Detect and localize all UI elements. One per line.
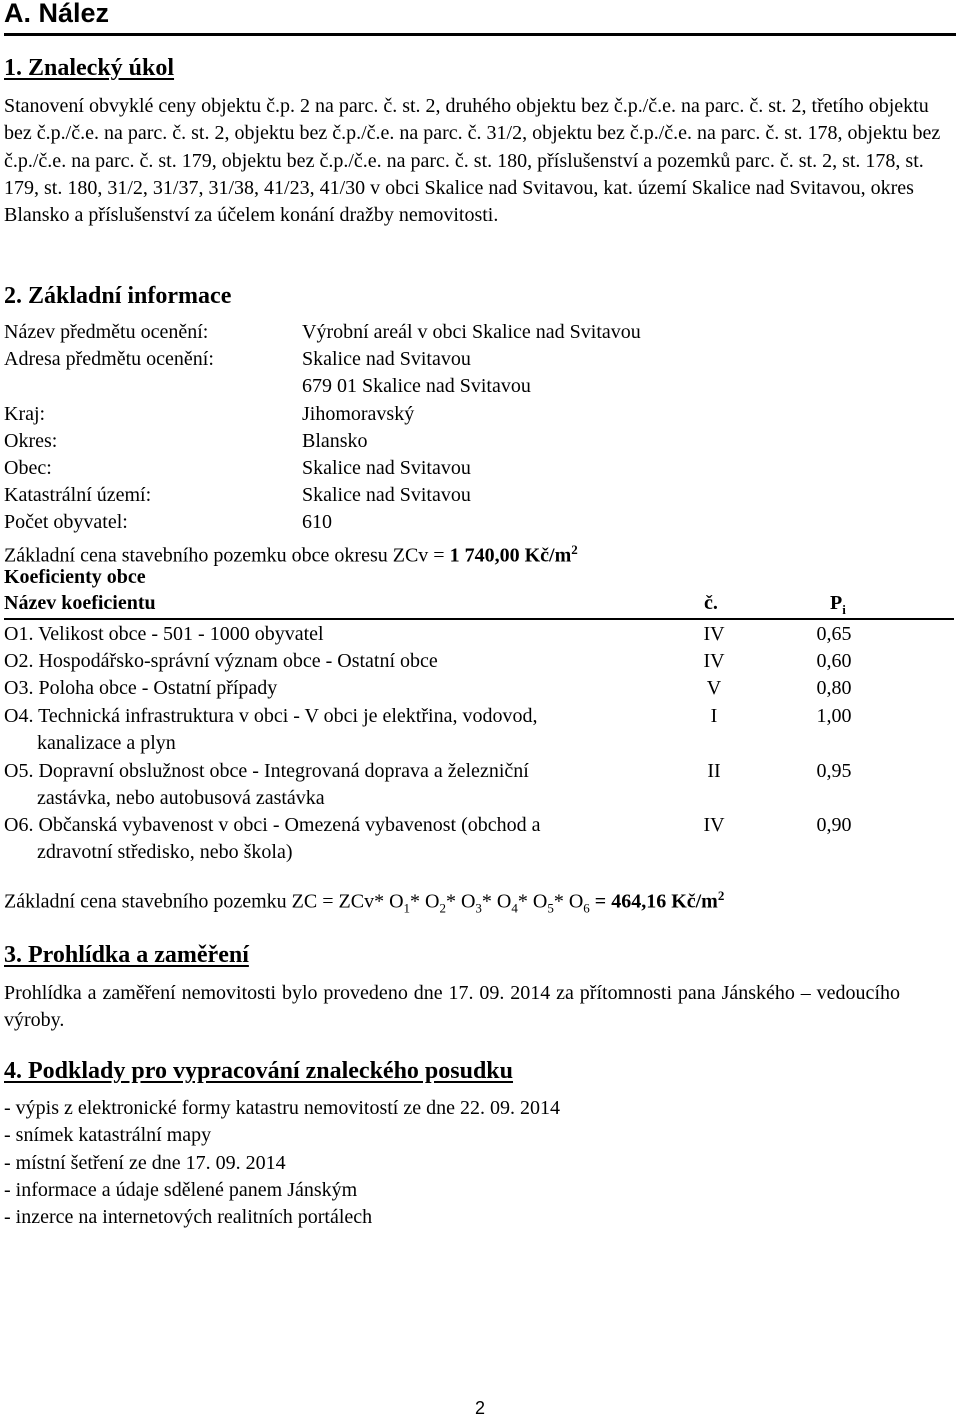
base-price-value: 1 740,00 Kč/m (449, 544, 572, 567)
coefficient-cat: IV (703, 650, 725, 672)
info-label: Obec: (4, 457, 52, 479)
base-price-label: Základní cena stavebního pozemku obce okresu ZCv = (4, 544, 450, 567)
section-2-heading: 2. Základní informace (4, 283, 232, 309)
header-pi-letter: P (830, 592, 843, 614)
info-label: Kraj: (4, 403, 46, 425)
coefficient-name-cont: zdravotní středisko, nebo škola) (37, 841, 293, 863)
info-label: Název předmětu ocenění: (4, 321, 209, 343)
document-title: A. Nález (4, 0, 956, 36)
coefficient-pi: 0,65 (816, 623, 852, 645)
formula-result: 464,16 Kč/m (611, 890, 718, 913)
section-3-text: Prohlídka a zaměření nemovitosti bylo provedeno dne 17. 09. 2014 za přítomnosti pana Jánského – vedoucího výroby. (4, 982, 900, 1032)
list-item: - místní šetření ze dne 17. 09. 2014 (4, 1151, 286, 1174)
coefficient-row (4, 648, 944, 675)
coefficient-cat: V (706, 677, 722, 699)
population-label: Počet obyvatel: (4, 511, 128, 533)
base-price-exponent: 2 (571, 542, 578, 557)
info-value: Skalice nad Svitavou (302, 348, 471, 370)
coefficient-pi: 0,90 (816, 814, 852, 836)
coefficient-row (4, 621, 944, 648)
coefficient-name: O2. Hospodářsko-správní význam obce - Ostatní obce (4, 650, 438, 672)
info-value: Skalice nad Svitavou (302, 484, 471, 506)
coefficient-name-cont: zastávka, nebo autobusová zastávka (37, 787, 325, 809)
section-1-text: Stanovení obvyklé ceny objektu č.p. 2 na parc. č. st. 2, druhého objektu bez č.p./č.e. na parc. č. st. 2, třetího objektu bez č.p./č.e. na parc. č. st. 2, objektu bez č.p./č.e. na parc. č. 31/2, objektu bez č.p./č.e. na parc. č. st. 178, objektu bez č.p./č.e. na parc. č. st. 179, objektu bez č.p./č.e. na parc. č. st. 180, příslušenství a pozemků parc. č. st. 2, st. 178, st. 179, st. 180, 31/2, 31/37, 31/38, 41/23, 41/30 v obci Skalice nad Svitavou, kat. území Skalice nad Svitavou, okres Blansko a příslušenství za účelem konání dražby nemovitosti. (4, 95, 941, 227)
sources-list (4, 1095, 560, 1231)
info-value: Blansko (302, 430, 368, 452)
section-1-heading: 1. Znalecký úkol (4, 55, 175, 81)
coefficient-name-cont: kanalizace a plyn (37, 732, 176, 754)
coefficient-pi: 0,60 (816, 650, 852, 672)
header-cat: č. (704, 592, 718, 614)
coefficient-table-header (4, 592, 954, 620)
info-value: Jihomoravský (302, 403, 415, 425)
coefficient-cat: II (707, 760, 721, 782)
page-number: 2 (474, 1398, 485, 1418)
coefficient-row (4, 812, 944, 867)
coefficient-name: O4. Technická infrastruktura v obci - V obci je elektřina, vodovod, (4, 705, 538, 727)
info-label: Adresa předmětu ocenění: (4, 348, 214, 370)
coefficient-name: O3. Poloha obce - Ostatní případy (4, 677, 278, 699)
info-value: Výrobní areál v obci Skalice nad Svitavou (302, 321, 641, 343)
coefficient-pi: 0,80 (816, 677, 852, 699)
coefficient-cat: I (710, 705, 718, 727)
list-item: - informace a údaje sdělené panem Jánským (4, 1178, 358, 1201)
info-value: Skalice nad Svitavou (302, 457, 471, 479)
coefficient-row (4, 758, 944, 813)
coefficient-name: O5. Dopravní obslužnost obce - Integrovaná doprava a železniční (4, 760, 529, 782)
section-3-heading: 3. Prohlídka a zaměření (4, 942, 249, 968)
coefficient-row (4, 675, 944, 702)
info-label: Okres: (4, 430, 58, 452)
list-item: - inzerce na internetových realitních portálech (4, 1206, 373, 1229)
header-pi (830, 592, 846, 618)
info-label: Katastrální území: (4, 484, 152, 506)
coefficient-name: O1. Velikost obce - 501 - 1000 obyvatel (4, 623, 324, 645)
population-value: 610 (302, 511, 332, 533)
header-name: Název koeficientu (4, 592, 156, 614)
list-item: - snímek katastrální mapy (4, 1124, 212, 1147)
info-value: 679 01 Skalice nad Svitavou (302, 375, 531, 397)
header-pi-sub: i (842, 602, 846, 617)
coefficient-name: O6. Občanská vybavenost v obci - Omezená vybavenost (obchod a (4, 814, 541, 836)
coefficient-cat: IV (703, 623, 725, 645)
coefficient-pi: 0,95 (816, 760, 852, 782)
coefficient-row (4, 703, 944, 758)
formula-exponent: 2 (717, 888, 725, 903)
coefficients-heading: Koeficienty obce (4, 566, 146, 588)
base-price-formula: Základní cena stavebního pozemku ZC = ZCv* $O_1*$ $O_2*$ $O_3*$ $O_4*$ $O_5*$ $O_6 = 464,16$ $Kč/m^2$ (4, 888, 725, 916)
section-4-heading: 4. Podklady pro vypracování znaleckého posudku (4, 1058, 514, 1084)
list-item: - výpis z elektronické formy katastru nemovitostí ze dne 22. 09. 2014 (4, 1097, 560, 1119)
coefficient-cat: IV (703, 814, 725, 836)
formula-label: Základní cena stavebního pozemku ZC = ZCv* O (4, 890, 404, 913)
coefficient-pi: 1,00 (816, 705, 852, 727)
